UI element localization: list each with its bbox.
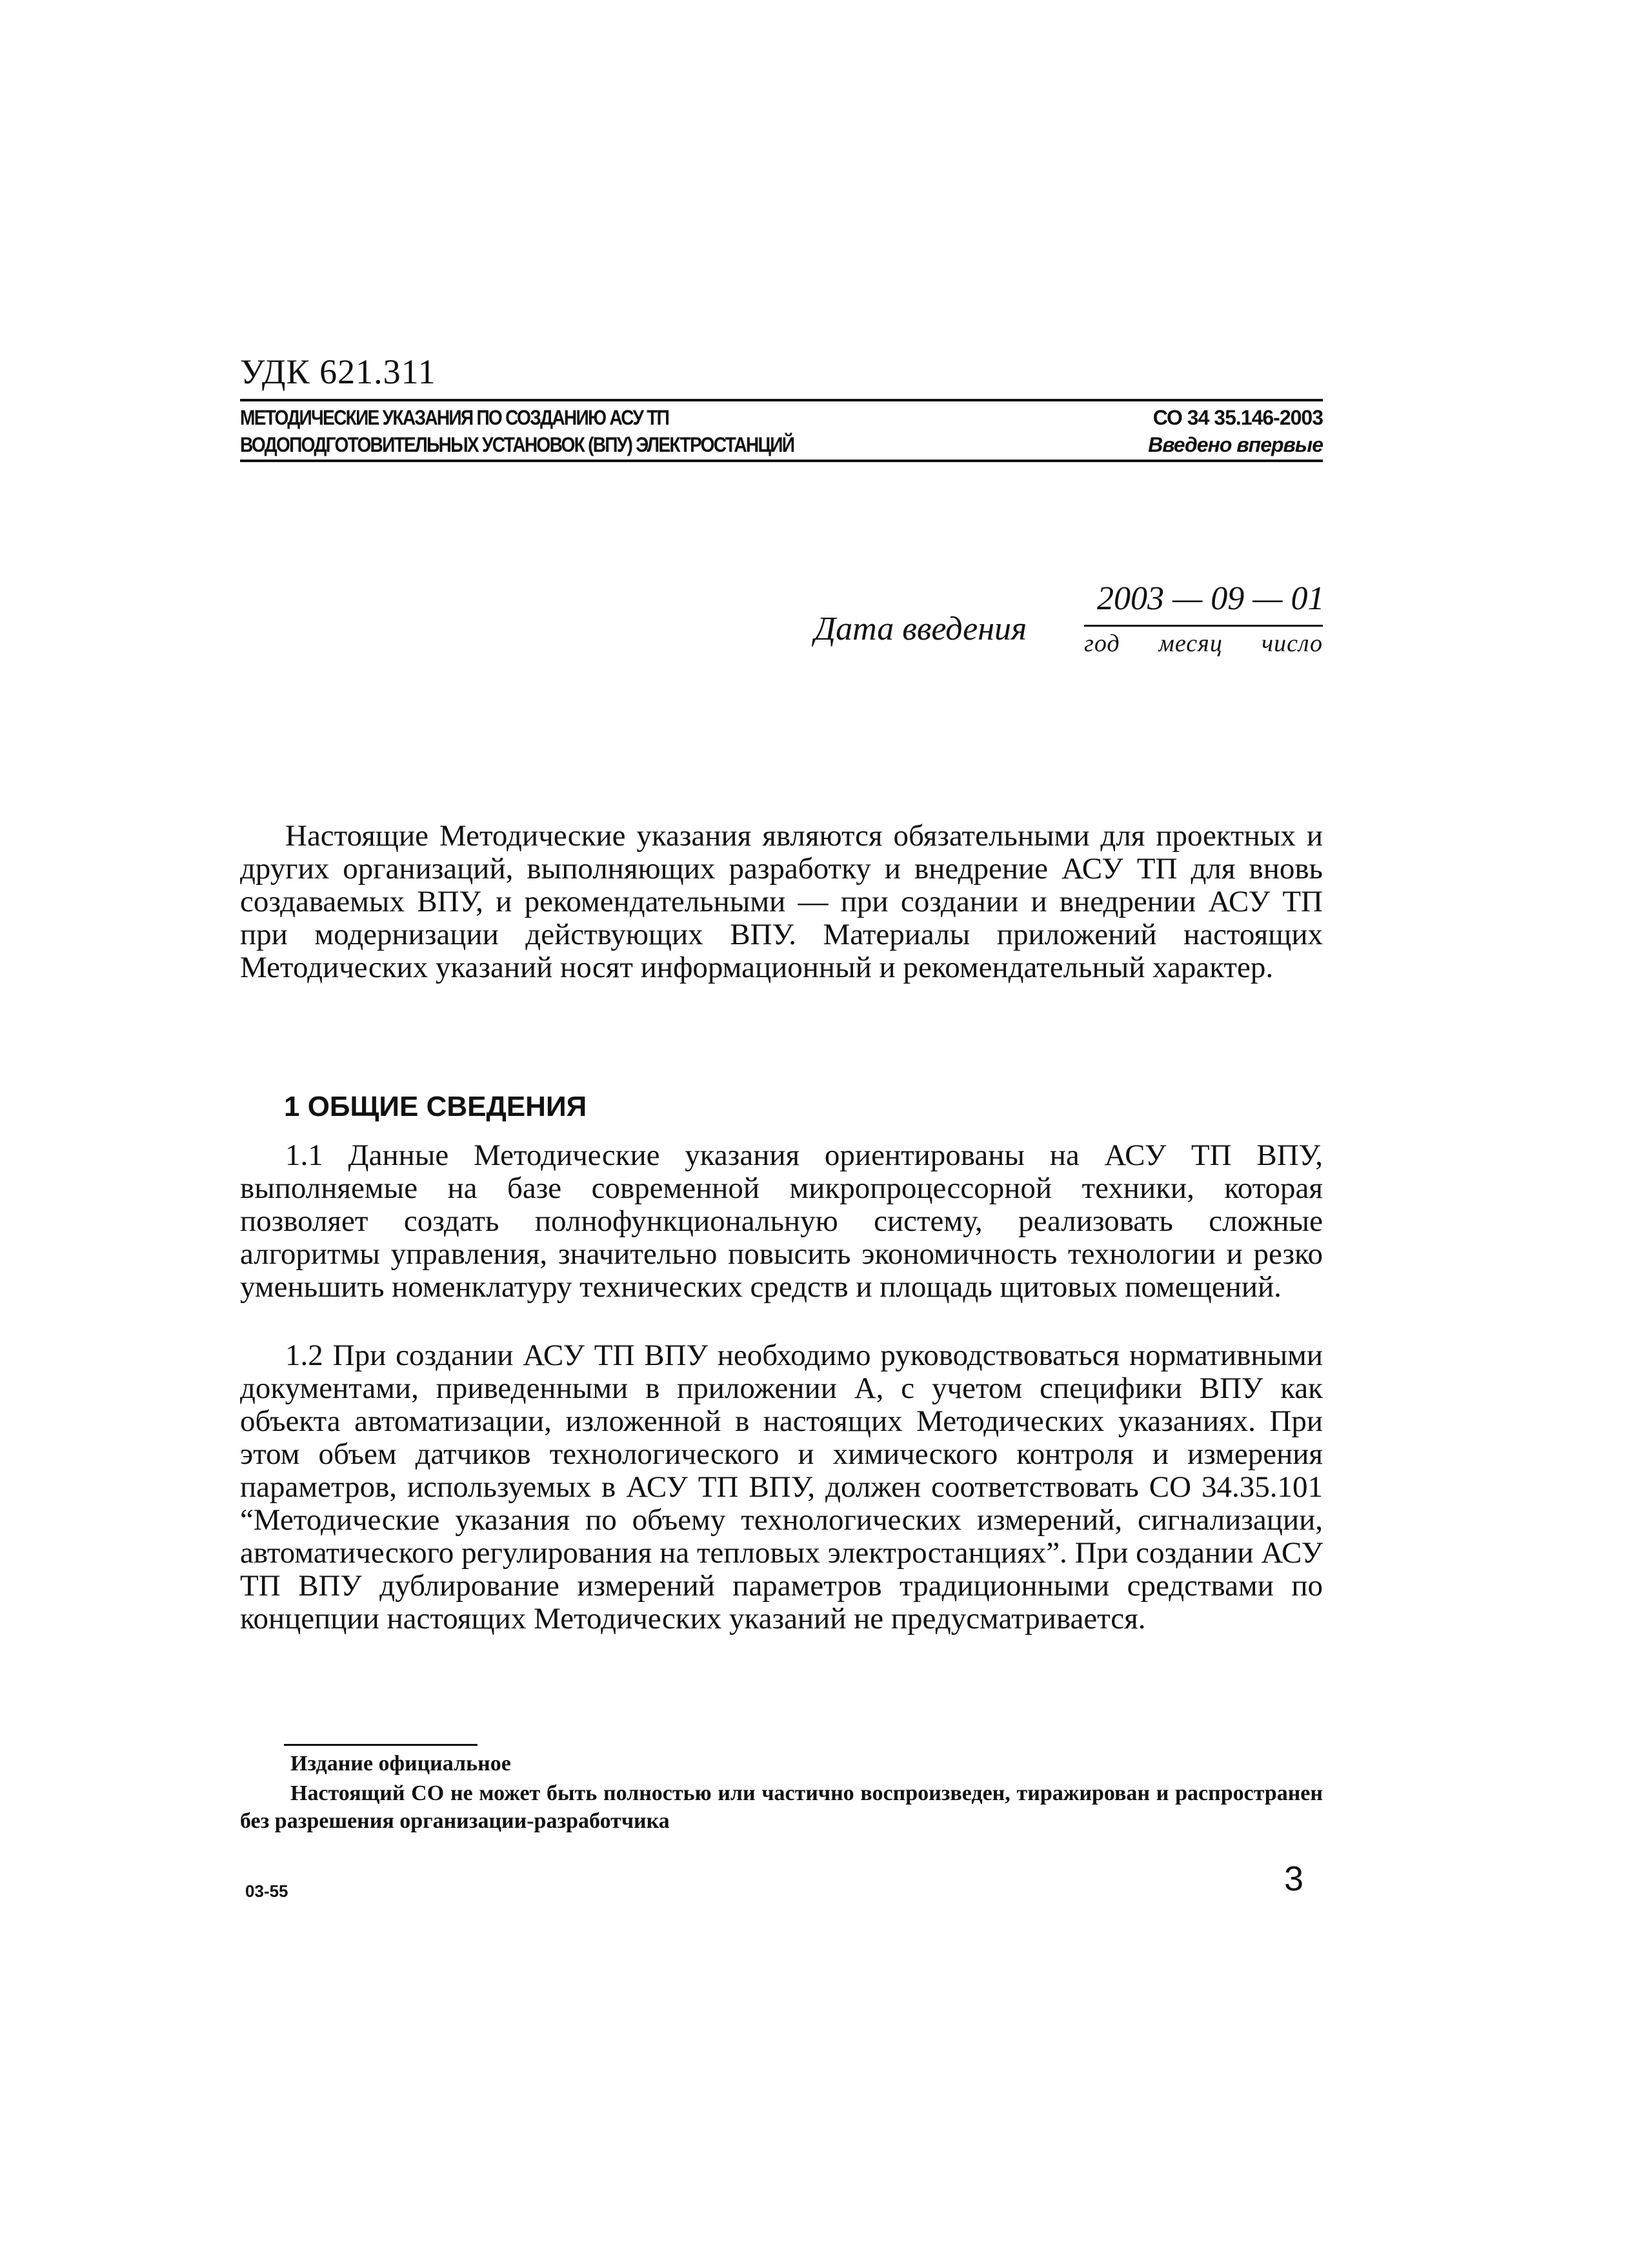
effective-date-label: Дата введения — [814, 611, 1027, 647]
intro-paragraph: Настоящие Методические указания являются обязательными для проектных и других организаций, выполняющих разработку и внедрение АСУ ТП для вновь создаваемых ВПУ, и рекомендательными — при создании и внедрении АСУ ТП при модернизации действующих ВПУ. Материалы приложений настоящих Методических указаний носят информационный и рекомендательный характер. — [240, 819, 1323, 984]
paragraph-text: При создании АСУ ТП ВПУ необходимо руководствоваться нормативными документами, приведенными в приложении А, с учетом специфики ВПУ как объекта автоматизации, изложенной в настоящих Методических указаниях. При этом объем датчиков технологического и химического контроля и измерения параметров, используемых в АСУ ТП ВПУ, должен соответствовать СО 34.35.101 “Методические указания по объему технологических измерений, сигнализации, автоматического регулирования на тепловых электростанциях”. При создании АСУ ТП ВПУ дублирование измерений параметров традиционными средствами по концепции настоящих Методических указаний не предусматривается. — [240, 1339, 1323, 1635]
effective-date-value: 2003 — 09 — 01 — [1097, 580, 1325, 617]
paragraph-number: 1.1 — [285, 1139, 323, 1172]
header-top-rule — [240, 399, 1323, 401]
section-heading: 1 ОБЩИЕ СВЕДЕНИЯ — [284, 1091, 587, 1122]
effective-date-caption — [1084, 629, 1323, 658]
page-number: 3 — [1284, 1859, 1304, 1898]
caption-month: месяц — [1158, 630, 1223, 657]
document-designation — [1148, 404, 1323, 458]
document-code: СО 34 35.146-2003 — [1152, 406, 1323, 429]
paragraph-1-1 — [240, 1139, 1323, 1304]
print-code: 03-55 — [245, 1881, 288, 1901]
footnote-title: Издание официальное — [290, 1752, 511, 1776]
header-bottom-rule — [240, 460, 1323, 462]
paragraph-1-2 — [240, 1339, 1323, 1635]
intro-note: Введено впервые — [1148, 433, 1323, 456]
footnote-rule — [284, 1744, 478, 1746]
effective-date-rule — [1084, 625, 1323, 627]
footnote-text: Настоящий СО не может быть полностью или частично воспроизведен, тиражирован и распространен без разрешения организации-разработчика — [240, 1781, 1323, 1833]
document-title — [240, 404, 794, 458]
paragraph-text: Данные Методические указания ориентированы на АСУ ТП ВПУ, выполняемые на базе современной микропроцессорной техники, которая позволяет создать полнофункциональную систему, реализовать сложные алгоритмы управления, значительно повысить экономичность технологии и резко уменьшить номенклатуру технических средств и площадь щитовых помещений. — [240, 1139, 1323, 1304]
udk-code: УДК 621.311 — [240, 352, 436, 391]
paragraph-number: 1.2 — [285, 1339, 323, 1372]
document-title-line1: МЕТОДИЧЕСКИЕ УКАЗАНИЯ ПО СОЗДАНИЮ АСУ ТП — [240, 406, 669, 429]
caption-day: число — [1261, 630, 1323, 657]
document-title-line2: ВОДОПОДГОТОВИТЕЛЬНЫХ УСТАНОВОК (ВПУ) ЭЛЕКТРОСТАНЦИЙ — [240, 433, 794, 456]
caption-year: год — [1084, 630, 1120, 657]
